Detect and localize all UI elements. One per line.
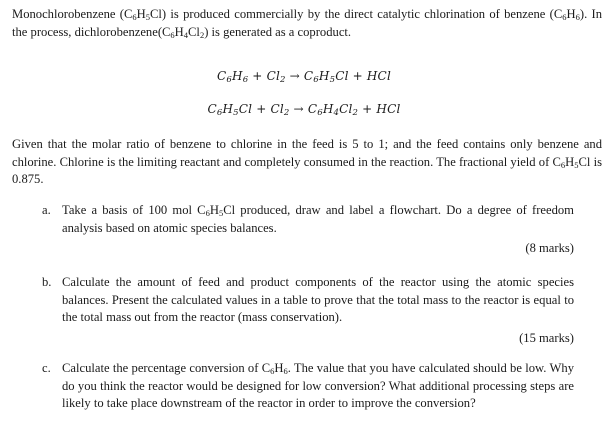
intro-text: Monochlorobenzene (C [12,7,133,21]
subscript: 6 [270,366,275,376]
eq-term: C [303,69,314,83]
part-label: c. [42,361,51,375]
part-text: Calculate the amount of feed and product components of the reactor using the atomic species balances. Present the calculated values in a table to prove that the total mass to the reactor is equal to the total mass out from the reactor (mass conservation). [62,275,574,325]
part-text-run: Take a basis of 100 mol C [62,203,206,217]
subscript: 6 [562,12,567,22]
subscript: 6 [242,75,249,85]
eq-term: + Cl [252,102,284,116]
part-text [62,202,574,237]
eq-term: + Cl [248,69,280,83]
intro-text: H [566,7,576,21]
subscript: 4 [333,108,340,118]
reaction-equation-2 [0,101,608,119]
intro-text: ). In the process, dichlorobenzene(C [12,7,602,39]
part-label: a. [42,203,51,217]
given-text: H [565,154,575,169]
reaction-arrow: → [289,102,308,116]
given-text: Given that the molar ratio of benzene to chlorine in the feed is 5 to 1; and the feed contains only benzene and chlorine. Chlorine is the limiting reactant and completely consumed in the reaction. The fractional yield of C [12,137,602,169]
intro-text: H [136,7,146,21]
eq-term: H [222,102,234,116]
subscript: 6 [317,108,323,118]
subscript: 5 [574,159,579,170]
subscript: 6 [575,12,580,22]
subscript: 6 [170,29,175,40]
eq-term: + HCl [358,102,401,116]
marks-label: (8 marks) [525,241,574,255]
question-part-b [42,274,574,345]
part-text-run: Calculate the percentage conversion of C [62,361,271,375]
subscript: 5 [233,108,239,118]
subscript: 4 [183,29,189,40]
eq-term: + HCl [348,69,391,83]
part-text [62,360,574,413]
subscript: 6 [283,366,288,376]
subscript: 2 [283,108,290,118]
question-part-a [42,202,574,255]
part-text-run: H [274,361,284,375]
eq-term: H [318,69,330,83]
part-text-run: . The value that you have calculated should be low. Why do you think the reactor would be designed for low conversion? What additional processing steps are likely to take place downstream of the reactor in order to improve the conversion? [62,361,574,411]
part-label: b. [42,275,52,289]
part-text-run: Cl produced, draw and label a flowchart. Do a degree of freedom analysis based on atomic species balances. [62,203,574,235]
subscript: 6 [560,159,566,170]
subscript: 2 [352,108,359,118]
given-paragraph [12,136,602,189]
question-part-c [42,360,574,413]
eq-term: Cl [335,69,349,83]
intro-text: H [174,24,184,39]
eq-term: Cl [339,102,353,116]
eq-term: C [307,102,318,116]
subscript: 6 [313,75,319,85]
part-text-run: H [209,203,219,217]
intro-paragraph [12,6,602,41]
subscript: 5 [145,12,151,22]
reaction-arrow: → [285,69,304,83]
subscript: 6 [132,12,137,22]
intro-text: Cl [188,24,200,39]
subscript: 2 [199,29,205,40]
eq-term: Cl [238,102,253,116]
subscript: 6 [216,108,223,118]
intro-text: Cl) is produced commercially by the direct catalytic chlorination of benzene (C [150,7,563,21]
eq-term: C [217,69,227,83]
eq-term: C [207,102,217,116]
eq-term: H [232,69,243,83]
subscript: 6 [205,208,210,218]
subscript: 6 [226,75,233,85]
eq-term: H [322,102,334,116]
subscript: 5 [218,208,224,218]
subscript: 2 [280,75,286,85]
marks-label: (15 marks) [519,331,574,345]
intro-text: ) is generated as a coproduct. [204,24,352,39]
reaction-equation-1 [0,68,608,86]
subscript: 5 [329,75,336,85]
given-text: Cl is 0.875. [12,154,602,187]
